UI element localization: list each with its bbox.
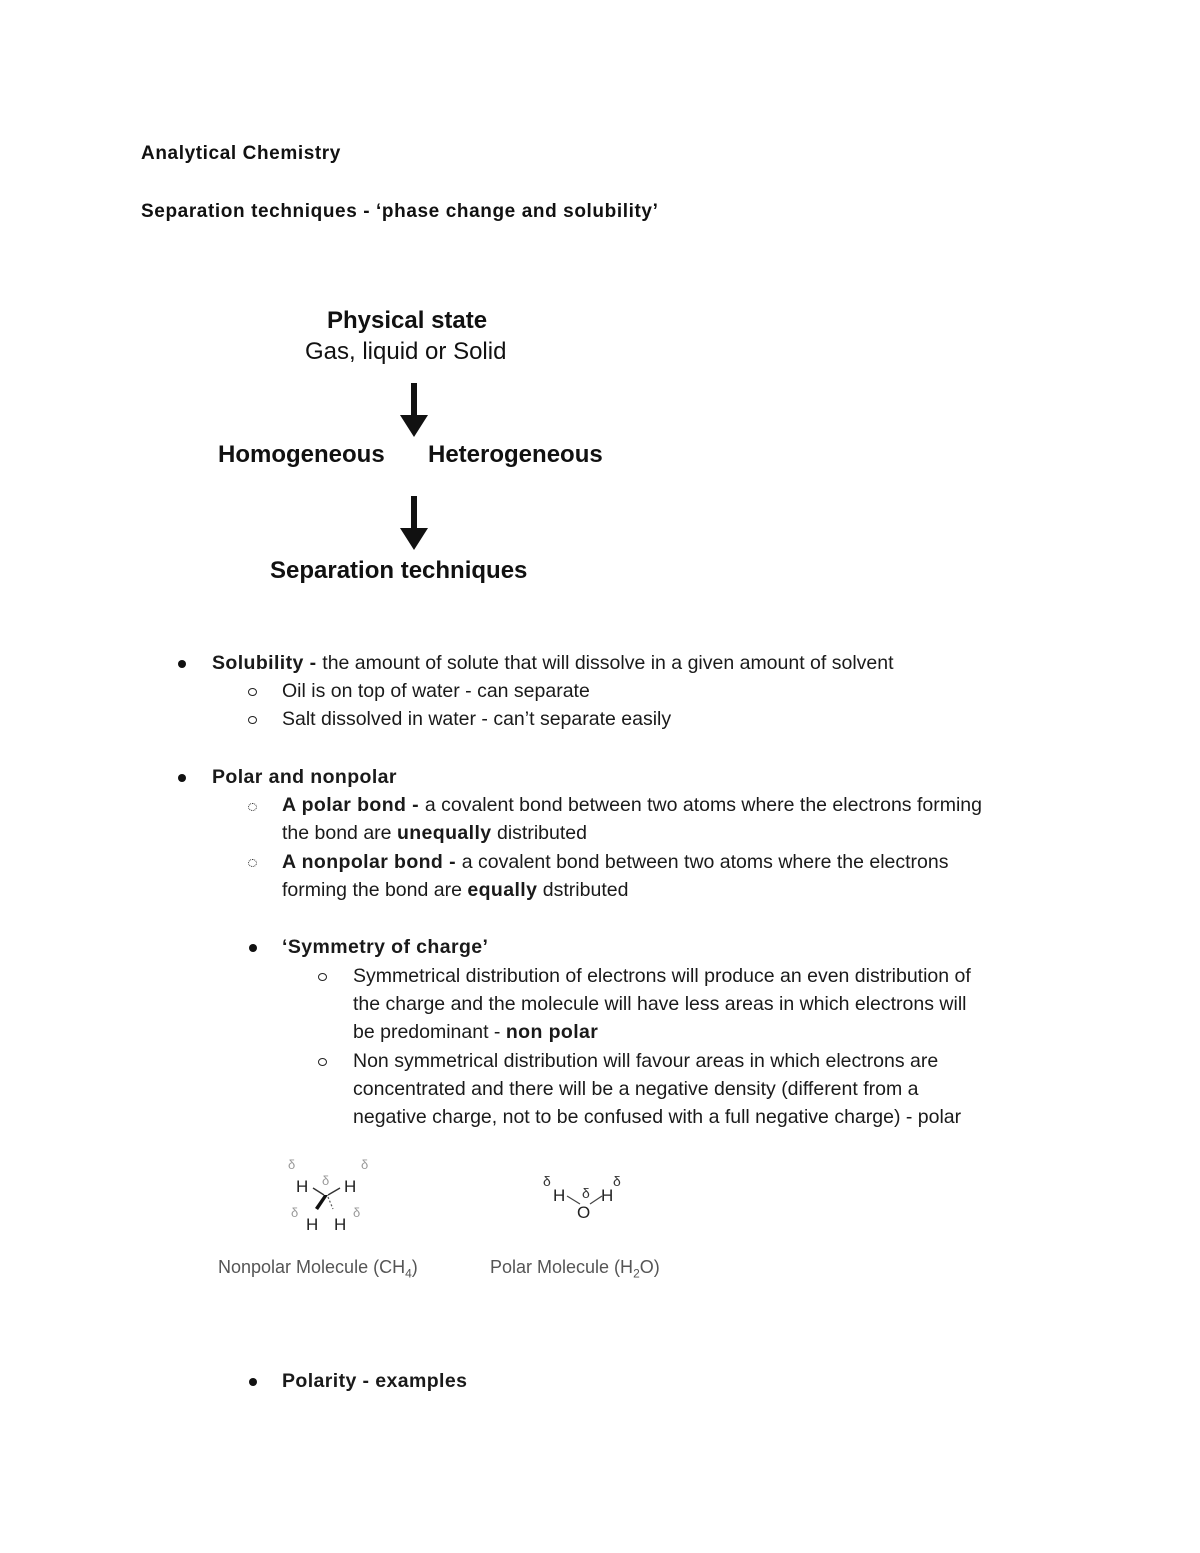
atom-h: H	[553, 1186, 566, 1205]
polar-bond-term: A polar bond -	[282, 794, 425, 816]
bullet-dot	[178, 660, 186, 668]
caption-text: Nonpolar Molecule (CH	[218, 1257, 406, 1277]
atom-h: H	[306, 1215, 319, 1234]
nonpolar-bond-text: dstributed	[537, 879, 629, 901]
symmetry-item2-line1: Non symmetrical distribution will favour areas in which electrons are	[353, 1050, 939, 1072]
nonpolar-bond-text: a covalent bond between two atoms where the electrons	[461, 851, 949, 873]
solubility-term: Solubility -	[212, 652, 323, 674]
symmetry-heading: ‘Symmetry of charge’	[282, 936, 489, 958]
delta-symbol: δ	[353, 1205, 361, 1220]
down-arrow-icon	[398, 496, 430, 552]
flow-separation-techniques: Separation techniques	[270, 557, 528, 584]
atom-o: O	[577, 1203, 591, 1222]
bullet-ring	[248, 859, 257, 867]
caption-subscript: 4	[405, 1266, 412, 1281]
polar-heading: Polar and nonpolar	[212, 766, 397, 788]
bullet-ring	[248, 803, 257, 811]
symmetry-item1-line2: the charge and the molecule will have less areas in which electrons will	[353, 993, 967, 1015]
bullet-ring	[318, 973, 327, 981]
delta-symbol: δ	[543, 1173, 551, 1189]
polarity-heading: Polarity - examples	[282, 1370, 468, 1392]
nonpolar-bond-text: forming the bond are	[282, 879, 468, 901]
bullet-dot	[249, 1378, 257, 1386]
document-subtitle: Separation techniques - ‘phase change and solubility’	[141, 201, 659, 222]
delta-symbol: δ	[613, 1173, 621, 1189]
bullet-ring	[248, 716, 257, 724]
delta-symbol: δ	[361, 1157, 369, 1172]
polar-bond-line1	[282, 791, 982, 819]
bond-lines-icon	[306, 1183, 346, 1217]
atom-h: H	[344, 1177, 357, 1196]
caption-text: )	[411, 1257, 418, 1277]
caption-text: O)	[639, 1257, 660, 1277]
caption-subscript: 2	[633, 1266, 640, 1281]
flow-heterogeneous: Heterogeneous	[428, 441, 603, 468]
atom-h: H	[296, 1177, 309, 1196]
polar-bond-text: a covalent bond between two atoms where the electrons forming	[424, 794, 982, 816]
delta-symbol: δ	[322, 1173, 330, 1188]
solubility-example: Salt dissolved in water - can’t separate easily	[282, 708, 672, 730]
polar-bond-emphasis: unequally	[396, 822, 492, 844]
symmetry-text: be predominant -	[353, 1021, 506, 1043]
bullet-ring	[318, 1058, 327, 1066]
symmetry-item2-line3: negative charge, not to be confused with a full negative charge) - polar	[353, 1106, 962, 1128]
atom-h: H	[334, 1215, 347, 1234]
symmetry-emphasis: non polar	[505, 1021, 599, 1043]
solubility-example: Oil is on top of water - can separate	[282, 680, 590, 702]
document-title: Analytical Chemistry	[141, 143, 341, 164]
delta-symbol: δ	[291, 1205, 299, 1220]
delta-symbol: δ	[288, 1157, 296, 1172]
symmetry-item1-line1: Symmetrical distribution of electrons will produce an even distribution of	[353, 965, 971, 987]
solubility-definition: the amount of solute that will dissolve in a given amount of solvent	[322, 652, 894, 674]
flow-top-title: Physical state	[327, 307, 488, 334]
nonpolar-bond-line1	[282, 848, 949, 876]
nonpolar-caption	[218, 1257, 418, 1281]
bullet-dot	[249, 944, 257, 952]
nonpolar-bond-line2	[282, 876, 628, 904]
polar-bond-line2	[282, 819, 587, 847]
polar-bond-text: distributed	[491, 822, 587, 844]
caption-text: Polar Molecule (H	[490, 1257, 634, 1277]
nonpolar-bond-emphasis: equally	[467, 879, 538, 901]
bullet-ring	[248, 688, 257, 696]
solubility-line	[212, 649, 894, 677]
atom-h: H	[601, 1186, 614, 1205]
down-arrow-icon	[398, 383, 430, 439]
nonpolar-bond-term: A nonpolar bond -	[282, 851, 462, 873]
delta-symbol: δ	[582, 1185, 590, 1201]
symmetry-item1-line3	[353, 1018, 598, 1046]
bullet-dot	[178, 774, 186, 782]
polar-bond-text: the bond are	[282, 822, 397, 844]
polar-caption	[490, 1257, 660, 1281]
symmetry-item2-line2: concentrated and there will be a negative density (different from a	[353, 1078, 919, 1100]
flow-homogeneous: Homogeneous	[218, 441, 385, 468]
flow-top-sub: Gas, liquid or Solid	[305, 338, 507, 365]
